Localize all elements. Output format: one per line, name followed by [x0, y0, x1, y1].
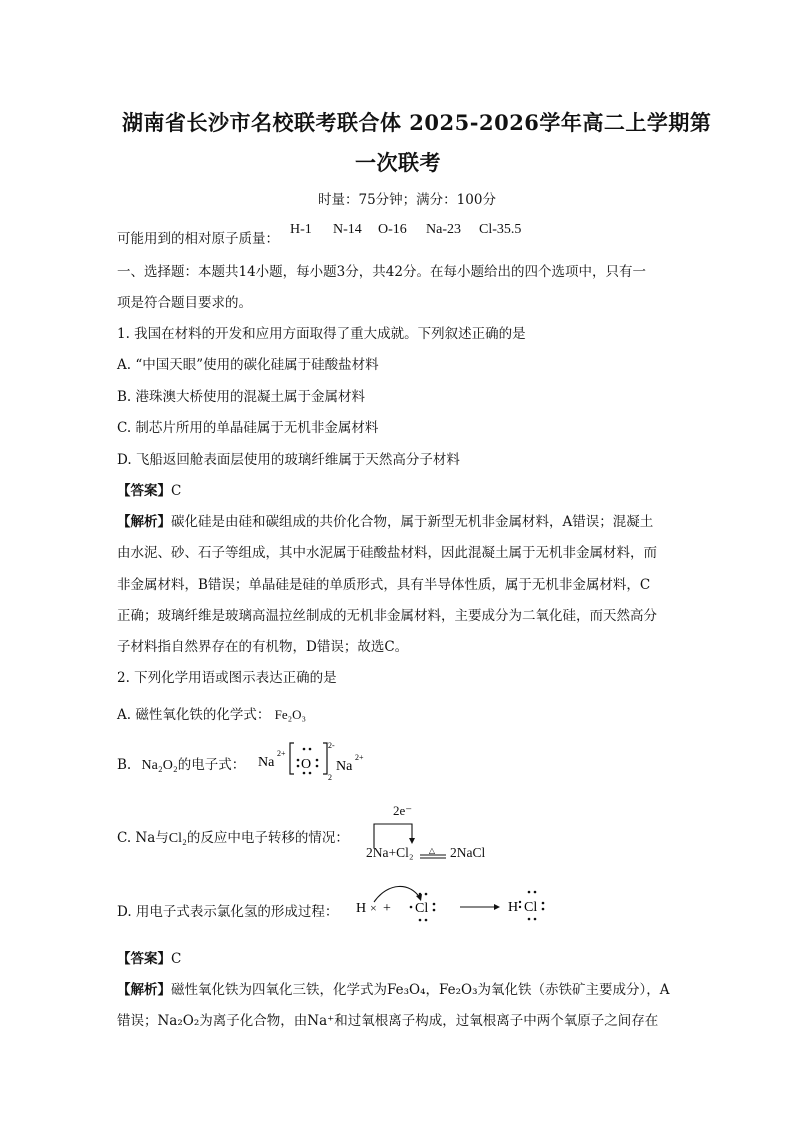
section-intro-line2: 项是符合题目要求的。	[117, 295, 252, 311]
svg-text:×: ×	[370, 901, 377, 915]
heat-condition: △	[428, 846, 436, 855]
electron-transfer-label: 2e⁻	[393, 803, 413, 818]
option-b-formula: Na₂O₂	[141, 758, 178, 773]
section-intro-line1: 一、选择题：本题共14小题，每小题3分，共42分。在每小题给出的四个选项中，只有一	[117, 264, 646, 280]
answer-label: 【答案】	[117, 483, 171, 499]
option-c-formula: Cl₂	[168, 831, 187, 846]
question-2-option-a	[117, 703, 306, 723]
question-1-option-b: B. 港珠澳大桥使用的混凝土属于金属材料	[117, 389, 366, 405]
answer-label: 【答案】	[117, 951, 171, 967]
hcl-formation-diagram	[350, 880, 560, 926]
reaction-reactants: 2Na+Cl₂	[366, 845, 414, 860]
answer-value: C	[171, 951, 182, 967]
option-b-text: 的电子式：	[177, 757, 246, 773]
atomic-mass-n: N-14	[333, 222, 362, 237]
na2o2-electron-formula	[256, 736, 376, 782]
question-1-option-a: A. “中国天眼”使用的碳化硅属于硅酸盐材料	[117, 357, 379, 373]
oxygen-atom: O	[301, 757, 312, 772]
svg-text:2: 2	[328, 773, 332, 782]
na-cation-left: Na	[258, 755, 275, 770]
page-title-line1: 湖南省长沙市名校联考联合体 2025-2026学年高二上学期第	[122, 110, 712, 135]
reaction-products: 2NaCl	[450, 845, 486, 860]
option-b-prefix: B.	[117, 757, 132, 773]
question-1-option-c: C. 制芯片所用的单晶硅属于无机非金属材料	[117, 420, 379, 436]
atomic-mass-na: Na-23	[426, 222, 461, 237]
atomic-mass-label: 可能用到的相对原子质量：	[117, 231, 279, 247]
analysis-label: 【解析】	[117, 514, 171, 530]
question-1-analysis-line3: 非金属材料，B错误；单晶硅是硅的单质形式，具有半导体性质，属于无机非金属材料，C	[117, 577, 651, 593]
option-c-text: C. Na与	[117, 830, 169, 846]
svg-text:2-: 2-	[328, 741, 335, 750]
hydrogen-atom: H	[356, 901, 367, 916]
atomic-mass-cl: Cl-35.5	[479, 222, 522, 237]
question-1-answer	[117, 479, 181, 499]
product-chlorine: Cl	[524, 900, 538, 915]
time-info: 时量：75分钟；满分：100分	[318, 192, 496, 208]
question-1-option-d: D. 飞船返回舱表面层使用的玻璃纤维属于天然高分子材料	[117, 452, 460, 468]
question-2-option-d: D. 用电子式表示氯化氢的形成过程：	[117, 904, 339, 920]
atomic-mass-o: O-16	[378, 222, 407, 237]
answer-value: C	[171, 483, 182, 499]
page-title-line2: 一次联考	[355, 150, 441, 175]
analysis-text: 碳化硅是由硅和碳组成的共价化合物，属于新型无机非金属材料，A错误；混凝土	[171, 514, 654, 530]
option-a-text: A. 磁性氧化铁的化学式：	[117, 707, 271, 723]
question-2-stem: 2. 下列化学用语或图示表达正确的是	[117, 670, 337, 686]
question-2-option-c	[117, 826, 349, 847]
question-2-option-b	[117, 753, 245, 774]
na-cation-right: Na	[336, 759, 353, 774]
question-2-analysis-line1	[117, 978, 670, 998]
question-1-analysis-line5: 子材料指自然界存在的有机物，D错误；故选C。	[117, 639, 409, 655]
question-1-analysis-line2: 由水泥、砂、石子等组成，其中水泥属于硅酸盐材料，因此混凝土属于无机非金属材料，而	[117, 545, 657, 561]
question-2-answer	[117, 947, 181, 967]
product-hydrogen: H	[508, 900, 519, 915]
svg-text:2+: 2+	[277, 749, 286, 758]
question-2-analysis-line2: 错误；Na₂O₂为离子化合物，由Na⁺和过氧根离子构成，过氧根离子中两个氧原子之间存在	[117, 1013, 659, 1029]
option-c-text2: 的反应中电子转移的情况：	[186, 830, 349, 846]
analysis-label: 【解析】	[117, 982, 171, 998]
svg-text:+: +	[383, 901, 391, 916]
option-a-formula: Fe₂O₃	[274, 707, 307, 722]
atomic-mass-h: H-1	[290, 222, 312, 237]
question-1-stem: 1. 我国在材料的开发和应用方面取得了重大成就。下列叙述正确的是	[117, 326, 526, 342]
question-1-analysis-line4: 正确；玻璃纤维是玻璃高温拉丝制成的无机非金属材料，主要成分为二氧化硅，而天然高分	[117, 608, 657, 624]
question-1-analysis-line1	[117, 510, 653, 530]
analysis-text: 磁性氧化铁为四氧化三铁，化学式为Fe₃O₄，Fe₂O₃为氧化铁（赤铁矿主要成分），A	[171, 982, 670, 998]
svg-text:2+: 2+	[355, 753, 364, 762]
chlorine-atom: Cl	[415, 901, 429, 916]
